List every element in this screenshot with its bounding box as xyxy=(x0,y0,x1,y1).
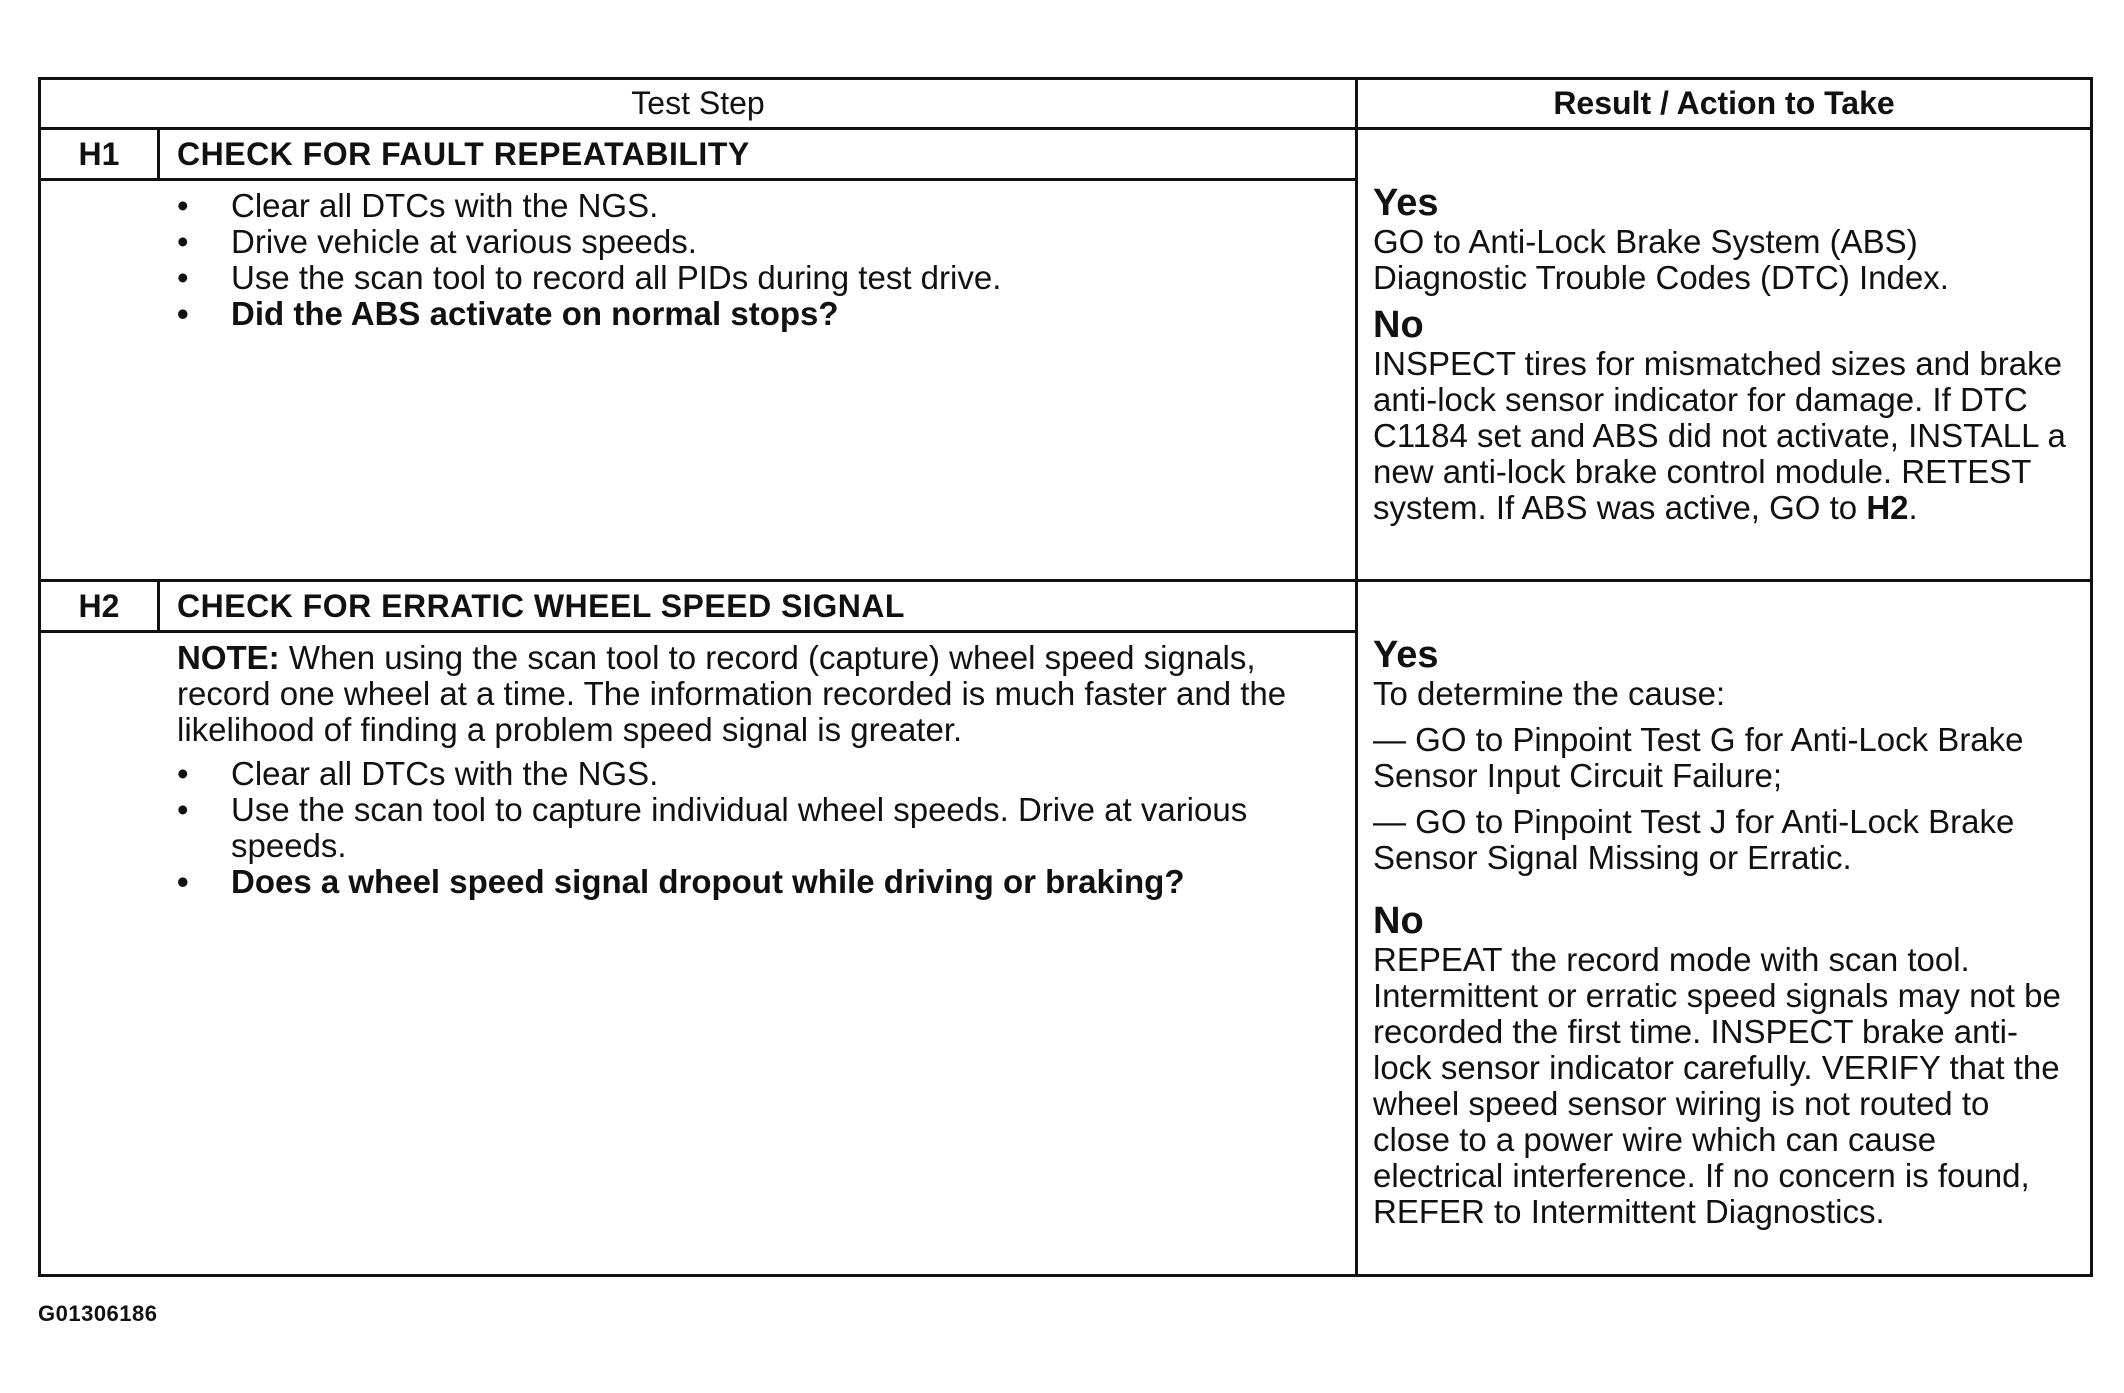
header-result-action: Result / Action to Take xyxy=(1553,85,1895,121)
yes-option-j: — GO to Pinpoint Test J for Anti-Lock Brake Sensor Signal Missing or Erratic. xyxy=(1373,803,2015,876)
step-h1-test xyxy=(41,130,1358,579)
step-h1 xyxy=(41,130,2090,582)
step-h1-body xyxy=(177,188,1315,332)
yes-option-g: — GO to Pinpoint Test G for Anti-Lock Brake Sensor Input Circuit Failure; xyxy=(1373,721,2024,794)
step-h2-body xyxy=(177,640,1315,900)
note-text: When using the scan tool to record (capture) wheel speed signals, record one wheel at a time. The information recorded is much faster and the likelihood of finding a problem speed signal is greater. xyxy=(177,639,1287,748)
yes-text: GO to Anti-Lock Brake System (ABS) Diagnostic Trouble Codes (DTC) Index. xyxy=(1373,223,1949,296)
figure-id: G01306186 xyxy=(38,1301,158,1326)
step-h1-bullets xyxy=(177,188,1315,332)
goto-h2-link: H2 xyxy=(1866,489,1909,526)
no-text: REPEAT the record mode with scan tool. Intermittent or erratic speed signals may not be recorded the first time. INSPECT brake anti-lock sensor indicator carefully. VERIFY that the wheel speed sensor wiring is not routed to close to a power wire which can cause electrical interference. If no concern is found, REFER to Intermittent Diagnostics. xyxy=(1373,941,2061,1230)
list-item: • Use the scan tool to capture individual wheel speeds. Drive at various speeds. xyxy=(177,792,1315,864)
list-item: • Clear all DTCs with the NGS. xyxy=(177,188,1315,224)
list-item-question: • Does a wheel speed signal dropout while driving or braking? xyxy=(177,864,1315,900)
step-h1-id: H1 xyxy=(41,130,160,178)
list-item-question: • Did the ABS activate on normal stops? xyxy=(177,296,1315,332)
no-text-main: INSPECT tires for mismatched sizes and brake anti-lock sensor indicator for damage. If DTC C1184 set and ABS did not activate, INSTALL a new anti-lock brake control module. RETEST system. If ABS was active, GO to xyxy=(1373,345,2066,526)
diagnostic-table xyxy=(38,77,2093,1277)
step-h1-title: CHECK FOR FAULT REPEATABILITY xyxy=(177,136,750,172)
step-h2-test xyxy=(41,582,1358,1274)
no-label: No xyxy=(1373,304,1424,346)
note-label: NOTE: xyxy=(177,639,280,676)
yes-intro: To determine the cause: xyxy=(1373,675,1726,712)
list-item: • Use the scan tool to record all PIDs during test drive. xyxy=(177,260,1315,296)
step-h2-yes xyxy=(1373,634,2070,876)
step-h2-bullets xyxy=(177,756,1315,900)
yes-label: Yes xyxy=(1373,182,1439,224)
table-header xyxy=(41,80,2090,130)
no-text xyxy=(1373,346,2070,526)
step-h1-yes xyxy=(1373,182,2070,296)
step-h2-titlebar xyxy=(41,582,1355,633)
no-label: No xyxy=(1373,900,1424,942)
list-item: • Drive vehicle at various speeds. xyxy=(177,224,1315,260)
step-h2 xyxy=(41,582,2090,1274)
header-test-step: Test Step xyxy=(41,80,1358,127)
step-h2-id: H2 xyxy=(41,582,160,630)
list-item: • Clear all DTCs with the NGS. xyxy=(177,756,1315,792)
step-h1-titlebar xyxy=(41,130,1355,181)
step-h2-no xyxy=(1373,900,2070,1230)
note-paragraph xyxy=(177,640,1315,748)
step-h2-result xyxy=(1358,582,2090,1274)
step-h1-result xyxy=(1358,130,2090,579)
step-h1-no xyxy=(1373,304,2070,526)
step-h2-title: CHECK FOR ERRATIC WHEEL SPEED SIGNAL xyxy=(177,588,905,624)
yes-label: Yes xyxy=(1373,634,1439,676)
no-text-end: . xyxy=(1908,489,1918,526)
